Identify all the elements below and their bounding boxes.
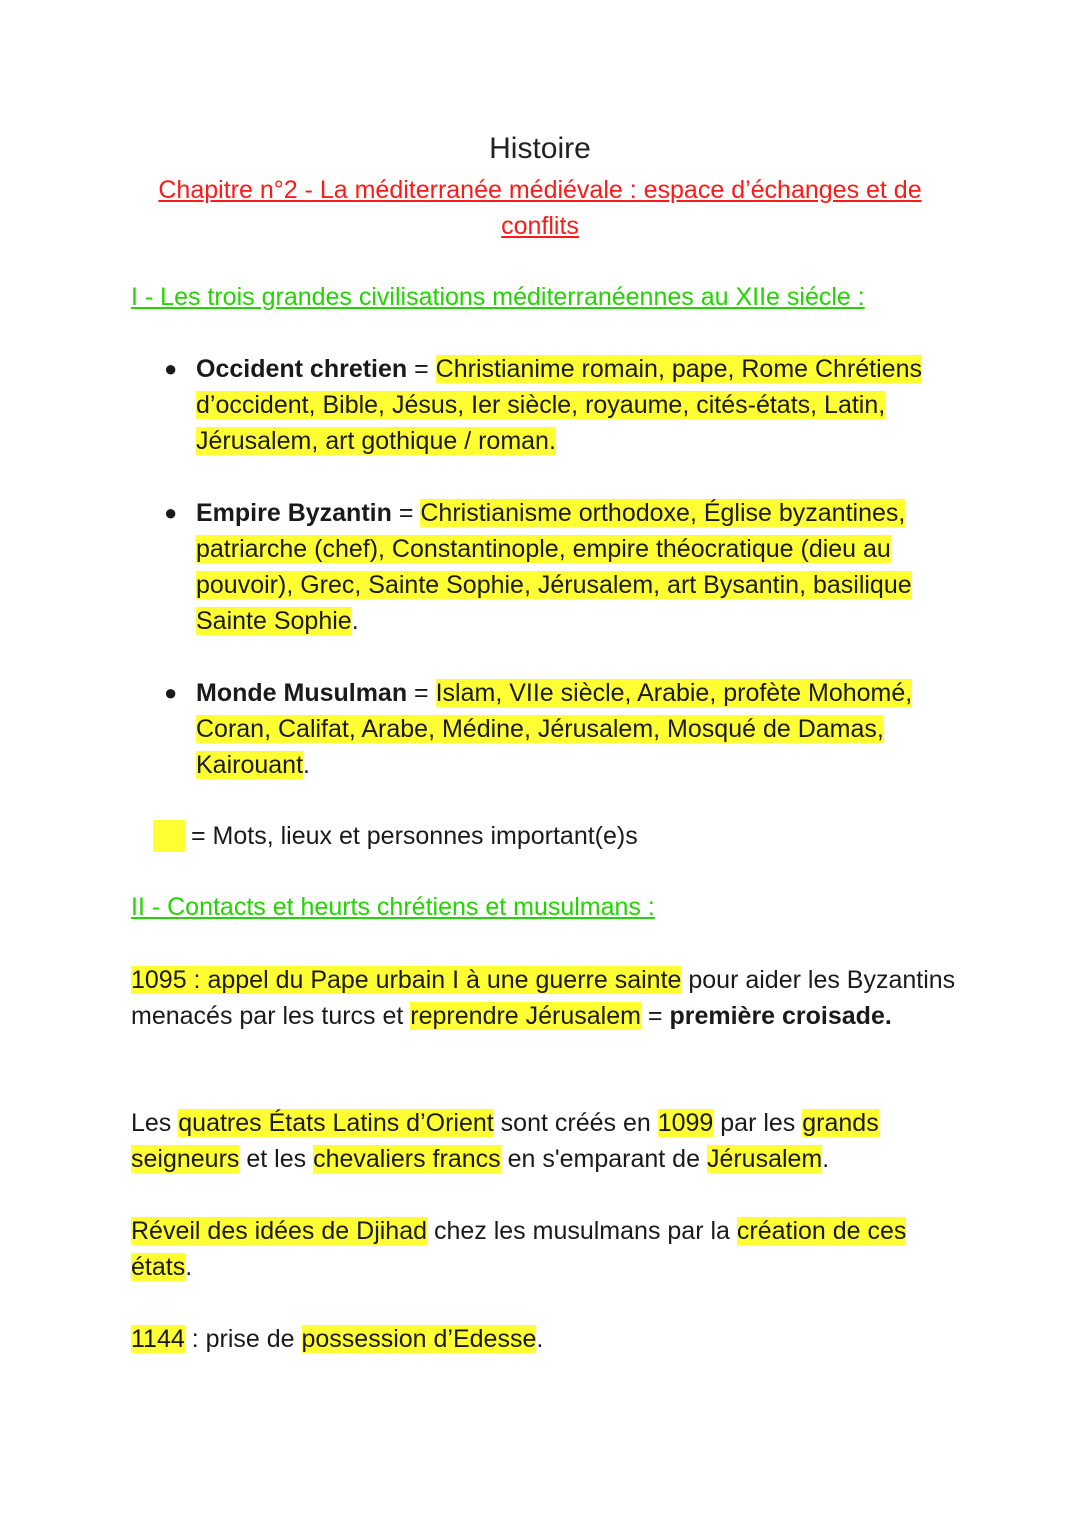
bullet-byzantin [164, 495, 956, 639]
legend-text: = Mots, lieux et personnes important(e)s [191, 822, 638, 850]
bullet-dot-icon: ● [164, 500, 178, 525]
bullet-eq: = [391, 499, 421, 527]
plain-text: par les [713, 1109, 803, 1137]
plain-text: pour aider les Byzantins menacés par les turcs et [131, 966, 956, 1030]
plain-text: et les [239, 1145, 314, 1173]
plain-text: = [640, 1002, 670, 1030]
bullet-term: Monde Musulman [196, 679, 408, 707]
bullet-occident [164, 351, 956, 459]
highlight-text: chevaliers francs [313, 1145, 501, 1173]
bullet-tail: . [351, 607, 359, 635]
chapter-title: Chapitre n°2 - La méditerranée médiévale : espace d’échanges et de conflits [158, 176, 922, 240]
highlight-text: 1099 [657, 1109, 714, 1137]
bullet-details: Christianime romain, pape, Rome Chrétiens d’occident, Bible, Jésus, Ier siècle, royaume, cités-états, Latin, Jérusalem, art gothique / roman. [196, 355, 922, 455]
bullet-details: Christianisme orthodoxe, Église byzantines, patriarche (chef), Constantinople, empire théocratique (dieu au pouvoir), Grec, Sainte Sophie, Jérusalem, art Bysantin, basilique Sainte Sophie [196, 499, 912, 635]
paragraph-djihad [131, 1213, 961, 1285]
plain-text: Les [131, 1109, 179, 1137]
highlight-text: quatres États Latins d’Orient [178, 1109, 494, 1137]
paragraph-1095 [131, 962, 961, 1034]
bullet-term: Occident chretien [196, 355, 408, 383]
highlight-text: Jérusalem [706, 1145, 823, 1173]
bullet-term: Empire Byzantin [196, 499, 392, 527]
paragraph-1144 [131, 1321, 961, 1357]
bullet-dot-icon: ● [164, 356, 178, 381]
bullet-eq: = [407, 679, 436, 707]
page-title: Histoire [489, 132, 591, 165]
plain-text: . [536, 1325, 544, 1353]
highlight-text: grands seigneurs [131, 1109, 879, 1173]
bullet-tail: . [303, 751, 310, 779]
plain-text: : prise de [184, 1325, 302, 1353]
highlight-swatch-icon [153, 820, 185, 852]
section-heading-1: I - Les trois grandes civilisations méditerranéennes au XIIe siécle : [131, 283, 865, 311]
section-heading-2: II - Contacts et heurts chrétiens et musulmans : [131, 893, 655, 921]
bullet-dot-icon: ● [164, 680, 178, 705]
plain-text: . [185, 1253, 193, 1281]
bullet-eq: = [407, 355, 436, 383]
paragraph-etats-latins [131, 1105, 961, 1177]
highlight-text: possession d’Edesse [301, 1325, 537, 1353]
bullet-details: Islam, VIIe siècle, Arabie, profète Mohomé, Coran, Califat, Arabe, Médine, Jérusalem, Mosqué de Damas, Kairouant [196, 679, 913, 779]
highlight-text: 1095 : appel du Pape urbain I à une guerre sainte [131, 966, 682, 994]
plain-text: . [822, 1145, 830, 1173]
plain-text: en s'emparant de [500, 1145, 707, 1173]
plain-text: chez les musulmans par la [427, 1217, 737, 1245]
highlight-legend [153, 818, 638, 854]
highlight-text: Réveil des idées de Djihad [131, 1217, 428, 1245]
highlight-text: reprendre Jérusalem [410, 1002, 641, 1030]
highlight-text: création de ces états [131, 1217, 907, 1281]
highlight-text: 1144 [131, 1325, 185, 1353]
bold-text: première croisade. [669, 1002, 892, 1030]
bullet-musulman [164, 675, 956, 783]
plain-text: sont créés en [493, 1109, 658, 1137]
